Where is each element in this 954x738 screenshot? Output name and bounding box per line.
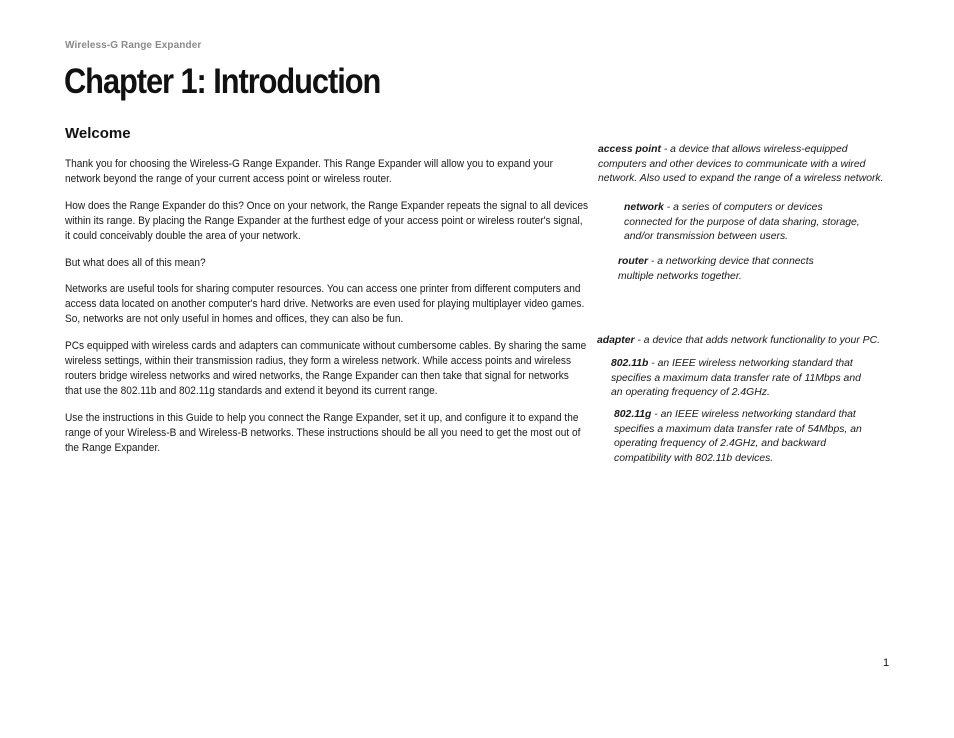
glossary-definition: - an IEEE wireless networking standard that specifies a maximum data transfer rate of 11Mbps and an operating frequency of 2.4GHz. xyxy=(611,358,861,399)
paragraph-wireless: PCs equipped with wireless cards and adapters can communicate without cumbersome cables. By sharing the same wireless settings, within their transmission radius, they form a wireless network. While access points and wireless routers bridge wireless networks and wired networks, the Range Expander can then take that signal for networks that use the 802.11b and 802.11g standards and extend it beyond its current range. xyxy=(65,340,587,397)
glossary-term: network xyxy=(624,202,664,213)
glossary-term: 802.11g xyxy=(614,409,652,420)
glossary-definition: - a networking device that connects multiple networks together. xyxy=(618,256,814,282)
glossary-access-point xyxy=(598,143,894,187)
body-text xyxy=(65,157,589,468)
glossary-network xyxy=(624,201,870,245)
glossary-802-11g xyxy=(614,408,870,466)
glossary-router xyxy=(618,255,828,284)
glossary-definition: - a device that adds network functionality to your PC. xyxy=(634,335,881,346)
paragraph-instructions: Use the instructions in this Guide to help you connect the Range Expander, set it up, and configure it to expand the range of your Wireless-B and Wireless-B networks. These instructions should be all you need to get the most out of the Range Expander. xyxy=(65,411,581,454)
chapter-title: Chapter 1: Introduction xyxy=(64,62,381,101)
glossary-definition: - a series of computers or devices connected for the purpose of data sharing, storage, and/or transmission between users. xyxy=(624,202,860,243)
glossary-term: adapter xyxy=(597,335,635,346)
paragraph-networks: Networks are useful tools for sharing computer resources. You can access one printer from different computers and access data located on another computer's hard drive. Networks are even used for playing multiplayer video games. So, networks are not only useful in homes and offices, they can also be fun. xyxy=(65,283,585,326)
glossary-definition: - an IEEE wireless networking standard that specifies a maximum data transfer rate of 54Mbps, an operating frequency of 2.4GHz, and backward compatibility with 802.11b devices. xyxy=(614,409,862,464)
paragraph-how-it-works: How does the Range Expander do this? Once on your network, the Range Expander repeats the signal to all devices within its range. By placing the Range Expander at the furthest edge of your access point or wireless router's signal, it could conceivably double the area of your network. xyxy=(65,199,589,242)
glossary-adapter xyxy=(597,334,897,349)
glossary-definition: - a device that allows wireless-equipped computers and other devices to communicate with a wired network. Also used to expand the range of a wireless network. xyxy=(598,144,884,185)
paragraph-intro: Thank you for choosing the Wireless-G Range Expander. This Range Expander will allow you to expand your network beyond the range of your current access point or wireless router. xyxy=(65,158,553,185)
page-number: 1 xyxy=(883,657,890,669)
paragraph-question: But what does all of this mean? xyxy=(65,256,206,269)
running-header: Wireless-G Range Expander xyxy=(65,40,202,51)
glossary-term: access point xyxy=(598,144,661,155)
glossary-term: 802.11b xyxy=(611,358,649,369)
glossary-802-11b xyxy=(611,357,869,401)
glossary-term: router xyxy=(618,256,649,267)
section-heading: Welcome xyxy=(65,125,131,142)
